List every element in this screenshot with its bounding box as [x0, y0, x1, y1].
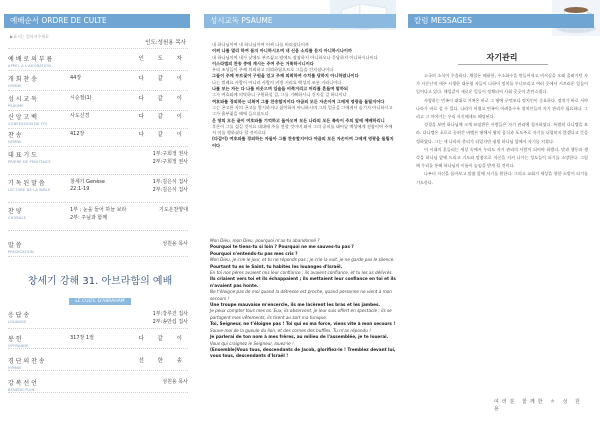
psalm-column [200, 0, 400, 424]
messages-header: 칼럼 MESSAGES [408, 14, 594, 28]
service-leader: 인 도 자 [138, 56, 188, 62]
psalm-ko-line: 그들이 주께 부르짖어 구원을 얻고 주께 의뢰하여 수치를 당하지 아니하였나이다 [212, 73, 359, 79]
column-paragraph: 이 시대의 흔들리는 세상 속에서 우리도 자기 관리의 사람이 되어야 하겠다. 말과 행동과 생각을 하나님 앞에 드리고 기도와 말씀으로 자신을 지켜 나가는 성도들이 되기를 소망한다. 그럴 때 우리를 통해 하나님의 이름이 높임을 받게 될 것이다. [416, 146, 588, 169]
service-row [8, 310, 188, 324]
psalm-ko-line: 나를 보는 자는 다 나를 비웃으며 입술을 비쭉거리고 머리를 흔들며 말하되 [212, 86, 348, 92]
divider [8, 70, 188, 71]
service-label: 예 배 로 의 부 름 [8, 56, 53, 63]
service-leader: 선 한 송 [138, 358, 188, 364]
column-paragraph: 사랑하는 민족이 대대로 거쳐온 바로 그 땅에 무엇보다 정치인이 중요하다. 정치가 바로 서야 나라가 바로 설 수 있다. 나라가 어렵고 민족이 어려울수록 정치인들의 자기 관리가 필요하다. 그리고 그 이야기는 우리 자신에게도 해당된다. [416, 97, 588, 120]
service-row [8, 74, 188, 88]
order-header: 예배순서 ORDRE DE CULTE [4, 14, 190, 28]
service-leader: 다 같 이 [138, 132, 188, 138]
service-leader: 기도온찬양대 [159, 207, 188, 213]
service-row [8, 130, 188, 144]
psalm-fr-line: (Ensemble)Vous tous, descendants de Jacob, glorifiez-le ! Tremblez devant lui, vous tous, descendants d'Israël ! [210, 346, 396, 359]
service-sublabel: CHORALE [8, 216, 27, 220]
service-leader: 성원용 목사 [162, 379, 188, 385]
leader-name: 인도:성원용 목사 [145, 40, 186, 46]
service-sublabel: LOUANGE [8, 320, 27, 324]
stand-note: ▶표시는 일어서주세요 [10, 34, 50, 39]
psalm-fr-line: Mon Dieu, je crie le jour, et tu ne réponds pas ; je crie la nuit, je ne garde pas le silence. [210, 257, 395, 263]
service-leader: 성원용 목사 [162, 241, 188, 247]
order-of-service-column [0, 0, 196, 424]
service-leader: 1부:구희정 권사 [152, 151, 188, 157]
psalm-fr-line: Ils criaient vers toi et ils échappaient ; ils mettaient leur confiance en toi et ils n'avaient pas honte. [210, 276, 396, 288]
service-sublabel: PREDICATION [8, 250, 34, 254]
column-body [416, 72, 588, 187]
divider [8, 328, 188, 329]
service-sublabel: HYMNE [8, 140, 22, 144]
service-row [8, 94, 188, 108]
psalm-fr-line: Toi, Seigneur, ne t'éloigne pas ! Toi qui es ma force, viens vite à mon secours ! [210, 321, 396, 327]
psalm-ko-line: 그가 여호와께 의탁하니 구원하실 걸, 그를 기뻐하시니 건지실 걸 하나이다 [212, 92, 347, 98]
service-row [8, 178, 188, 192]
psalm-fr-line: En toi nos pères avaient mis leur confiance ; ils avaient confiance, et tu les as délivrés. [210, 270, 393, 276]
column-paragraph: 나부터 자신을 돌아보고 말씀 앞에 서기를 원한다. 그리고 교회가 세상을 향한 소망이 되기를 기도한다. [416, 171, 588, 185]
psalm-french [210, 238, 396, 360]
service-row [8, 150, 188, 164]
service-label: 기 독 된 말 씀 [8, 180, 45, 187]
divider [8, 174, 188, 175]
service-row [8, 206, 188, 220]
service-row [8, 112, 188, 126]
divider [8, 146, 188, 147]
psalm-ko-line: 나는 벌레요 사람이 아니라 사람의 비방 거리요 백성의 조롱 거리니이다 [212, 79, 342, 85]
sermon-subtitle: LE CULTE D'ABRAHAM [69, 298, 130, 305]
divider [8, 48, 188, 49]
title-underline [458, 64, 548, 65]
service-detail: 412장 [70, 131, 85, 137]
psalm-ko-line: 온 땅의 모든 끝이 여호와를 기억하고 돌아오며 모든 나라의 모든 족속이 주의 앞에 예배하리니 [212, 117, 385, 123]
service-leader: 1부:김은식 집사 [152, 179, 188, 185]
psalm-fr-line: Ne t'éloigne pas de moi quand la détresse est proche, quand personne ne vient à mon secours ! [210, 289, 392, 301]
service-label: 찬 양 [8, 208, 22, 215]
service-label: 경 단 의 찬 송 [8, 358, 45, 365]
service-sublabel: HYMNE [8, 366, 22, 370]
psalm-ko-line: 우리 조상들이 주께 의뢰하고 의뢰하였으므로 그들을 건지셨나이다 [212, 67, 334, 73]
service-sublabel: LECTURE DE LA BIBLE [8, 188, 51, 192]
service-leader: 1부:강루진 집사 [152, 311, 188, 317]
divider [8, 392, 188, 393]
psalm-fr-line: Pourquoi te tiens-tu si loin ? Pourquoi ne me sauves-tu pas ? [210, 244, 354, 250]
psalm-ko-line: 이스라엘의 찬송 중에 계시는 주여 주는 거룩하시니이다 [212, 60, 314, 66]
service-sublabel: PSAUME [8, 104, 24, 108]
column-paragraph: 고국의 소식이 우울하다. 채할돈 해하한, 수소화수을 만들어내고 비서실을 오래 울려가던 자가 사문난적 새주 시생한 대통령 자들이 나하이 정치를 무너뜨리고 여러 곳에서 시끄러운 일들이 일어나고 있다. 매일같이 새로운 일들이 정체되어 사회 곳곳이 혼란스럽다. [416, 73, 588, 95]
service-label: 개 회 찬 송 [8, 76, 37, 83]
service-detail: 사도신경 [70, 113, 90, 119]
service-row [8, 54, 188, 68]
service-leader-2: 2부:김은식 집사 [152, 187, 188, 193]
psalm-ko-line: (다같이) 여호와를 경외하는 자들아 그를 찬송할지어다 야곱의 모든 자손이여 그에게 영광을 돌릴지어다 [212, 136, 394, 148]
service-sublabel: PRIERE DE PENITENCE [8, 160, 51, 164]
psalm-ko-line: 여호와를 경외하는 너희여 그를 찬송할지어다 야곱의 모든 자손이여 그에게 영광을 돌릴지어다 [212, 98, 385, 104]
psalm-fr-line: Je parlerai de ton nom à mes frères, au milieu de l'assemblée, je te louerai. [210, 334, 389, 340]
service-detail: 1부 : 눈을 들어 하늘 보라 [70, 207, 127, 213]
service-leader: 다 같 이 [138, 114, 188, 120]
service-label: 말 씀 [8, 242, 22, 249]
service-row [8, 334, 188, 348]
service-label: 봉 헌 [8, 336, 22, 343]
service-row [8, 240, 188, 254]
service-leader: 다 같 이 [138, 336, 188, 342]
psalm-fr-line: Je peux compter tous mes os. Eux, ils observent, je leur suis offert en spectacle ; ils se partagent mes vêtements, ils tirent au sort ma tunique. [210, 308, 392, 320]
service-label: 응 답 송 [8, 312, 30, 319]
psalm-ko-line: 어찌 나를 멀리 하여 돕지 아니하시오며 내 신음 소리를 듣지 아니하시나이까 [212, 48, 352, 54]
service-label: 찬 송 [8, 132, 22, 139]
column-paragraph: 성경을 보면 하나님께 크게 쓰임받은 사람들은 자기 관리에 철저하였다. 특별히 다니엘을 보라. 다니엘은 포로로 끌려간 바벨론 땅에서 왕의 음식과 포도주로 자기를 더럽히지 않겠다고 뜻을 정하였다. 그는 세 나라의 총리가 되었지만 평생 하나님 앞에서 자기를 지켰다. [416, 122, 588, 144]
service-leader: 다 같 이 [138, 76, 188, 82]
service-label: 성 시 교 독 [8, 96, 37, 103]
messages-column [404, 0, 600, 424]
psalm-ko-line: 그는 곤고한 자의 곤고를 멸시하거나 싫어하지 아니하시며 그의 얼굴을 그에게서 숨기지 아니하시고 그가 울부짖을 때에 들으셨도다 [212, 104, 393, 117]
divider [8, 230, 188, 231]
psalm-korean [212, 42, 396, 149]
column-title: 자기관리 [486, 53, 518, 62]
psalm-fr-line: Sauve-moi de la gueule du lion, et des cornes des buffles. Tu m'as répondu ! [210, 327, 371, 333]
divider [8, 256, 188, 257]
psalm-fr-line: Vous qui craignez le Seigneur, louez-le ! [210, 340, 294, 346]
psalm-ko-line: 후손이 그를 섬길 것이요 대대에 주를 전할 것이며 와서 그의 공의를 태어날 백성에게 전함이여 주께서 이를 행하셨다 할 것이로다 [212, 123, 393, 136]
sermon-title: 창세기 강해 31. 아브라함의 예배 [27, 276, 173, 287]
psalm-fr-line: Une troupe mauvaise m'encercle, ils me lacèrent les bras et les jambes. [210, 302, 381, 308]
service-leader-2: 2부:송만섭 집사 [152, 319, 188, 325]
service-leader-2: 2부:구희정 권사 [152, 159, 188, 165]
author-signature: 여러분 함께한 ㅎ 성 원 용 [494, 399, 583, 412]
service-detail: 44장 [70, 75, 82, 81]
psalm-ko-line: 내 하나님이여 내 하나님이여 어찌 나를 버리셨나이까 [212, 42, 309, 47]
service-sublabel: HYMNE [8, 84, 22, 88]
service-detail: 창세기 Genèse [70, 179, 105, 185]
divider [8, 90, 188, 91]
psalm-fr-line: Pourquoi n'entends-tu pas mes cris ? [210, 250, 298, 256]
service-detail-2: 2부: 주님과 함께 [70, 215, 108, 221]
service-sublabel: OFFRANDE [8, 344, 29, 348]
service-row [8, 356, 188, 370]
divider [8, 110, 188, 111]
divider [8, 348, 188, 349]
psalm-fr-line: Pourtant tu es le Saint, tu habites les louanges d'Israël. [210, 263, 343, 269]
service-leader: 다 같 이 [138, 96, 188, 102]
service-sublabel: CONFESSION DE FOI [8, 122, 48, 126]
divider [8, 128, 188, 129]
psalm-header: 성시교독 PSAUME [204, 14, 396, 28]
service-label: 신 앙 고 백 [8, 114, 37, 121]
divider [8, 370, 188, 371]
divider [8, 202, 188, 203]
psalm-ko-line: 내 하나님이여 내가 낮에도 부르짖고 밤에도 잠잠하지 아니하오나 응답하지 아니하시나이다 [212, 54, 378, 60]
service-sublabel: APPEL A L'ADORATION [8, 64, 51, 68]
service-detail: 317장 1절 [70, 335, 94, 341]
service-label: 대 표 기 도 [8, 152, 37, 159]
sermon-block [4, 268, 196, 302]
service-sublabel: BENEDICTION [8, 388, 35, 392]
service-detail-2: 22:1-19 [70, 186, 90, 192]
service-detail: 시순절(1) [70, 95, 92, 101]
psalm-fr-line: Mon Dieu, mon Dieu, pourquoi m'as-tu abandonné ? [210, 238, 320, 243]
service-label: 강 복 선 언 [8, 380, 37, 387]
service-row [8, 378, 188, 392]
